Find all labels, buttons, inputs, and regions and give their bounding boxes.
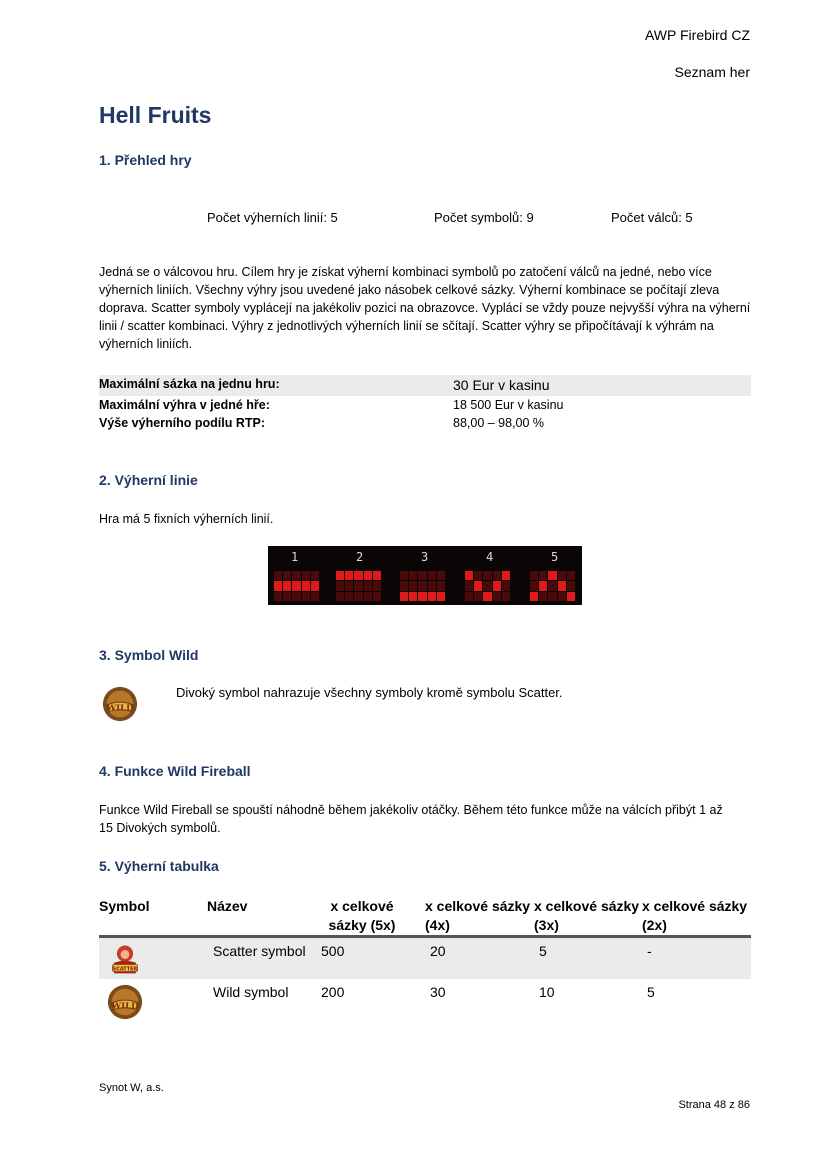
- paytable: [99, 895, 751, 1020]
- paytable-header: [99, 895, 751, 938]
- spec-value: 18 500 Eur v kasinu: [453, 398, 564, 412]
- wild-text: Divoký symbol nahrazuje všechny symboly kromě symbolu Scatter.: [176, 685, 563, 700]
- spec-value: 30 Eur v kasinu: [453, 377, 550, 393]
- scatter-symbol-icon: [107, 941, 143, 977]
- overview-heading: 1. Přehled hry: [99, 152, 192, 168]
- row-4x: 20: [430, 943, 446, 959]
- col-symbol: Symbol: [99, 898, 150, 914]
- row-name: Scatter symbol: [213, 943, 306, 959]
- paytable-heading: 5. Výherní tabulka: [99, 858, 219, 874]
- wild-symbol-icon: [101, 685, 139, 723]
- spec-label: Maximální výhra v jedné hře:: [99, 398, 270, 412]
- col-3x-line1: x celkové sázky: [534, 898, 640, 914]
- spec-row: [99, 414, 751, 432]
- col-4x-line1: x celkové sázky: [425, 898, 531, 914]
- page-title: Hell Fruits: [99, 102, 212, 128]
- specs-table: [99, 375, 751, 432]
- payline-grid-2: [336, 571, 381, 601]
- paylines-text: Hra má 5 fixních výherních linií.: [99, 512, 274, 526]
- payline-number: 1: [291, 550, 299, 564]
- paylines-heading: 2. Výherní linie: [99, 472, 198, 488]
- overview-description: Jedná se o válcovou hru. Cílem hry je získat výherní kombinaci symbolů po zatočení válců na jedné, nebo více výherních liniích. Všechny výhry jsou uvedené jako násobek celkové sázky. Výherní kombinace se počítají zleva doprava. Scatter symboly vyplácejí na jakékoliv pozici na obrazovce. Vyplácí se vždy pouze nejvyšší výhra na výherní linii / scatter kombinaci. Výhry z jednotlivých výherních linií se sčítají. Scatter výhry se připočítávají k výhrám na výherních liniích.: [99, 265, 751, 351]
- col-5x-line2: sázky (5x): [328, 917, 396, 933]
- payline-number: 3: [421, 550, 429, 564]
- payline-grid-5: [530, 571, 575, 601]
- svg-text:WILD: WILD: [106, 703, 134, 714]
- spec-label: Výše výherního podílu RTP:: [99, 416, 265, 430]
- row-3x: 5: [539, 943, 547, 959]
- payline-number: 4: [486, 550, 494, 564]
- col-2x-line1: x celkové sázky: [642, 898, 748, 914]
- table-row: [99, 979, 751, 1020]
- spec-row: [99, 375, 751, 396]
- payline-number: 5: [551, 550, 559, 564]
- payline-number: 2: [356, 550, 364, 564]
- spec-row: [99, 396, 751, 414]
- fireball-heading: 4. Funkce Wild Fireball: [99, 763, 251, 779]
- row-4x: 30: [430, 984, 446, 1000]
- table-row: [99, 938, 751, 979]
- row-2x: -: [647, 943, 652, 959]
- header-section: Seznam her: [674, 64, 750, 80]
- header-company: AWP Firebird CZ: [644, 27, 750, 43]
- payline-grid-4: [465, 571, 510, 601]
- col-2x-line2: (2x): [642, 917, 667, 933]
- svg-text:SCATTER: SCATTER: [112, 966, 138, 973]
- row-5x: 200: [321, 984, 345, 1000]
- col-4x-line2: (4x): [425, 917, 450, 933]
- svg-text:WILD: WILD: [111, 1001, 139, 1012]
- row-name: Wild symbol: [213, 984, 289, 1000]
- footer-company: Synot W, a.s.: [99, 1082, 164, 1094]
- paylines-image: [268, 546, 582, 605]
- col-5x-line1: x celkové: [330, 898, 394, 914]
- spec-label: Maximální sázka na jednu hru:: [99, 377, 280, 391]
- reels-count: Počet válců: 5: [611, 210, 693, 225]
- fireball-text: Funkce Wild Fireball se spouští náhodně během jakékoliv otáčky. Během této funkce může na válcích přibýt 1 až 15 Divokých symbolů.: [99, 803, 723, 835]
- col-name: Název: [207, 898, 248, 914]
- row-5x: 500: [321, 943, 345, 959]
- wild-heading: 3. Symbol Wild: [99, 647, 199, 663]
- paylines-count: Počet výherních linií: 5: [207, 210, 338, 225]
- row-3x: 10: [539, 984, 555, 1000]
- row-2x: 5: [647, 984, 655, 1000]
- overview-stats: [0, 210, 827, 228]
- footer-page-number: Strana 48 z 86: [678, 1099, 750, 1111]
- wild-symbol-icon: [105, 983, 145, 1021]
- symbols-count: Počet symbolů: 9: [434, 210, 534, 225]
- spec-value: 88,00 – 98,00 %: [453, 416, 545, 430]
- payline-grid-3: [400, 571, 445, 601]
- payline-grid-1: [274, 571, 319, 601]
- col-3x-line2: (3x): [534, 917, 559, 933]
